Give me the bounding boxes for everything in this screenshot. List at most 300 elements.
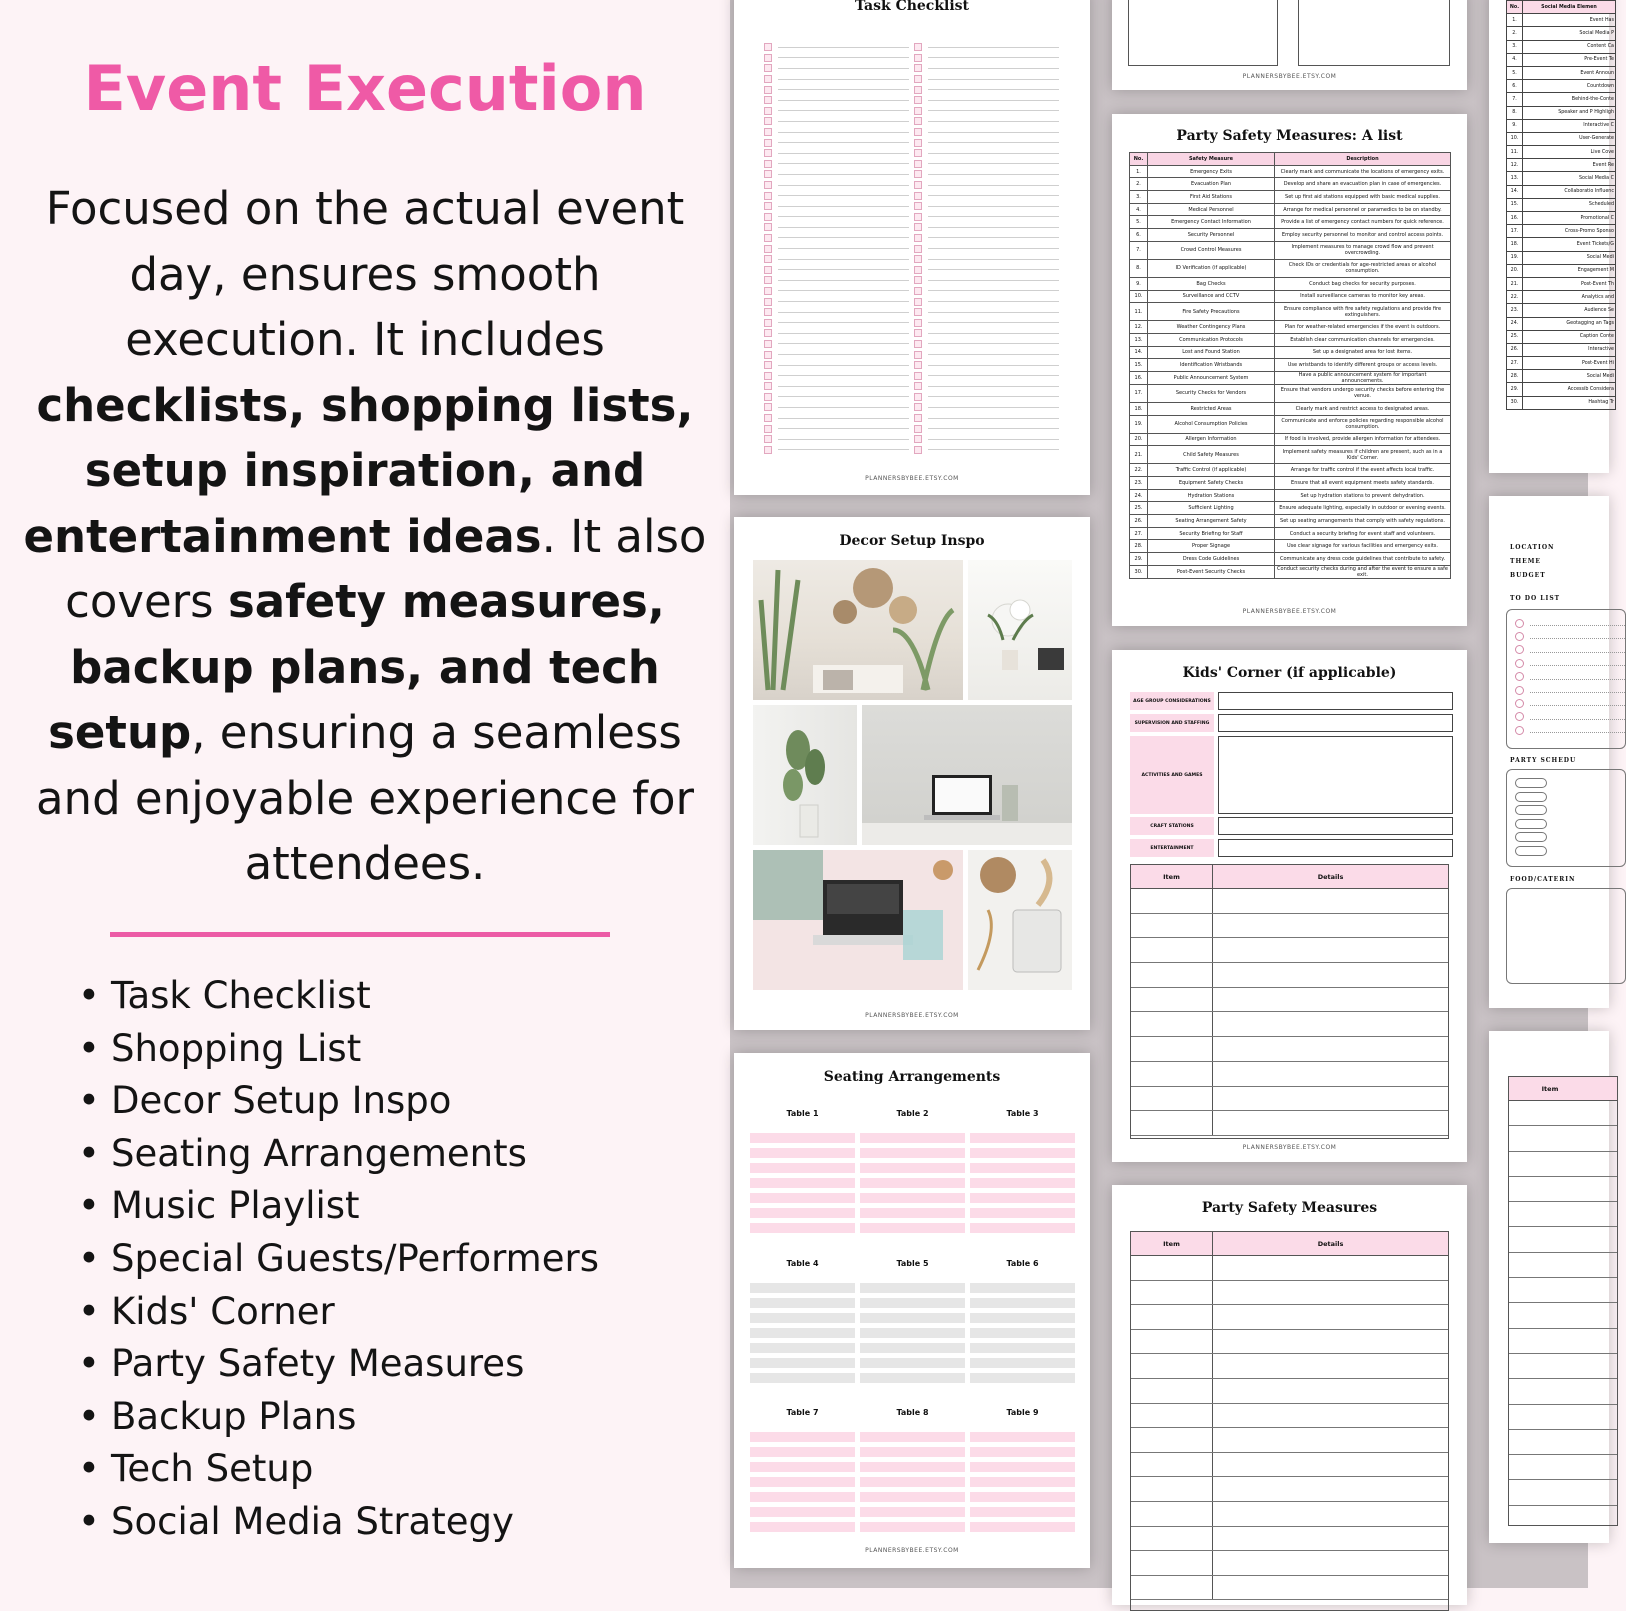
checkbox[interactable] [914,213,922,221]
todo-line[interactable] [1530,714,1625,720]
checklist-line[interactable] [778,418,909,419]
checkbox[interactable] [764,234,772,242]
todo-line[interactable] [1530,687,1625,693]
checklist-line[interactable] [928,386,1059,387]
seat-line[interactable] [970,1298,1075,1308]
checklist-line[interactable] [928,142,1059,143]
seat-line[interactable] [860,1432,965,1442]
checklist-line[interactable] [928,121,1059,122]
seat-line[interactable] [860,1223,965,1233]
checkbox[interactable] [914,117,922,125]
checklist-line[interactable] [928,449,1059,450]
cell-item[interactable] [1131,1281,1213,1305]
todo-circle-icon[interactable] [1515,645,1524,654]
checklist-line[interactable] [928,185,1059,186]
seat-line[interactable] [970,1477,1075,1487]
checkbox[interactable] [764,329,772,337]
checklist-line[interactable] [928,280,1059,281]
checklist-line[interactable] [778,333,909,334]
checklist-line[interactable] [778,280,909,281]
seat-line[interactable] [750,1193,855,1203]
checklist-line[interactable] [778,322,909,323]
checkbox[interactable] [914,414,922,422]
cell-details[interactable] [1213,1281,1448,1305]
checklist-line[interactable] [928,216,1059,217]
checklist-line[interactable] [928,428,1059,429]
checkbox[interactable] [764,382,772,390]
checkbox[interactable] [764,361,772,369]
cell-details[interactable] [1213,1037,1448,1061]
seat-line[interactable] [970,1133,1075,1143]
checklist-line[interactable] [928,206,1059,207]
cell-details[interactable] [1213,1379,1448,1403]
todo-circle-icon[interactable] [1515,726,1524,735]
checklist-line[interactable] [778,237,909,238]
todo-circle-icon[interactable] [1515,632,1524,641]
checkbox[interactable] [764,54,772,62]
seat-line[interactable] [860,1148,965,1158]
seat-line[interactable] [970,1223,1075,1233]
checklist-line[interactable] [928,47,1059,48]
checkbox[interactable] [764,403,772,411]
checkbox[interactable] [764,160,772,168]
cell-details[interactable] [1213,1087,1448,1111]
checkbox[interactable] [914,43,922,51]
checkbox[interactable] [764,308,772,316]
seat-line[interactable] [860,1283,965,1293]
checklist-line[interactable] [778,365,909,366]
checkbox[interactable] [914,202,922,210]
checkbox[interactable] [764,96,772,104]
schedule-slot[interactable] [1515,778,1547,788]
checklist-line[interactable] [778,343,909,344]
seat-line[interactable] [970,1447,1075,1457]
checklist-line[interactable] [778,206,909,207]
cell-item[interactable] [1509,1126,1591,1150]
cell-details[interactable] [1213,1453,1448,1477]
seat-line[interactable] [860,1208,965,1218]
checkbox[interactable] [764,425,772,433]
checklist-line[interactable] [928,195,1059,196]
checkbox[interactable] [914,351,922,359]
checklist-line[interactable] [778,79,909,80]
checkbox[interactable] [914,435,922,443]
cell-item[interactable] [1131,963,1213,987]
cell-item[interactable] [1509,1430,1591,1454]
checkbox[interactable] [764,372,772,380]
cell-details[interactable] [1213,914,1448,938]
checkbox[interactable] [914,255,922,263]
cell-item[interactable] [1131,1037,1213,1061]
checklist-line[interactable] [778,290,909,291]
cell-item[interactable] [1509,1101,1591,1125]
cell-item[interactable] [1509,1152,1591,1176]
seat-line[interactable] [750,1358,855,1368]
cell-item[interactable] [1131,1330,1213,1354]
checklist-line[interactable] [778,354,909,355]
checklist-line[interactable] [778,227,909,228]
checklist-line[interactable] [778,216,909,217]
seat-line[interactable] [970,1163,1075,1173]
seat-line[interactable] [970,1507,1075,1517]
seat-line[interactable] [970,1462,1075,1472]
seat-line[interactable] [970,1343,1075,1353]
cell-item[interactable] [1509,1329,1591,1353]
checklist-line[interactable] [778,68,909,69]
todo-circle-icon[interactable] [1515,686,1524,695]
seat-line[interactable] [970,1432,1075,1442]
checkbox[interactable] [914,139,922,147]
checklist-line[interactable] [928,248,1059,249]
checklist-line[interactable] [928,227,1059,228]
checkbox[interactable] [914,319,922,327]
cell-item[interactable] [1509,1253,1591,1277]
checkbox[interactable] [764,128,772,136]
checkbox[interactable] [764,319,772,327]
checkbox[interactable] [764,351,772,359]
seat-line[interactable] [860,1163,965,1173]
seat-line[interactable] [750,1373,855,1383]
cell-details[interactable] [1213,889,1448,913]
cell-item[interactable] [1131,1502,1213,1526]
cell-details[interactable] [1213,1404,1448,1428]
checklist-line[interactable] [778,375,909,376]
checkbox[interactable] [914,276,922,284]
seat-line[interactable] [860,1343,965,1353]
checklist-line[interactable] [778,248,909,249]
checklist-line[interactable] [928,57,1059,58]
checklist-line[interactable] [778,439,909,440]
seat-line[interactable] [970,1328,1075,1338]
seat-line[interactable] [750,1313,855,1323]
checkbox[interactable] [914,223,922,231]
checklist-line[interactable] [778,449,909,450]
checkbox[interactable] [764,298,772,306]
seat-line[interactable] [970,1283,1075,1293]
checklist-line[interactable] [928,301,1059,302]
checkbox[interactable] [914,382,922,390]
todo-circle-icon[interactable] [1515,699,1524,708]
checkbox[interactable] [764,287,772,295]
checkbox[interactable] [764,149,772,157]
seat-line[interactable] [860,1507,965,1517]
cell-item[interactable] [1131,938,1213,962]
checkbox[interactable] [764,117,772,125]
checklist-line[interactable] [778,121,909,122]
seat-line[interactable] [750,1447,855,1457]
cell-item[interactable] [1509,1303,1591,1327]
checkbox[interactable] [764,414,772,422]
checkbox[interactable] [764,223,772,231]
checkbox[interactable] [764,139,772,147]
checkbox[interactable] [914,96,922,104]
checklist-line[interactable] [928,354,1059,355]
todo-line[interactable] [1530,647,1625,653]
checkbox[interactable] [764,255,772,263]
checklist-line[interactable] [778,195,909,196]
checklist-line[interactable] [928,237,1059,238]
cell-item[interactable] [1509,1455,1591,1479]
cell-details[interactable] [1213,938,1448,962]
todo-line[interactable] [1530,674,1625,680]
seat-line[interactable] [970,1373,1075,1383]
checklist-line[interactable] [778,89,909,90]
checkbox[interactable] [764,64,772,72]
checklist-line[interactable] [778,47,909,48]
checkbox[interactable] [764,181,772,189]
seat-line[interactable] [750,1208,855,1218]
todo-line[interactable] [1530,700,1625,706]
checkbox[interactable] [764,202,772,210]
checkbox[interactable] [764,192,772,200]
checklist-line[interactable] [778,174,909,175]
checkbox[interactable] [914,75,922,83]
checklist-line[interactable] [778,301,909,302]
checklist-line[interactable] [778,110,909,111]
checkbox[interactable] [764,43,772,51]
seat-line[interactable] [860,1447,965,1457]
checkbox[interactable] [914,107,922,115]
checkbox[interactable] [914,170,922,178]
seat-line[interactable] [970,1208,1075,1218]
seat-line[interactable] [970,1193,1075,1203]
checkbox[interactable] [764,213,772,221]
checklist-line[interactable] [778,259,909,260]
schedule-slot[interactable] [1515,792,1547,802]
checklist-line[interactable] [928,322,1059,323]
checklist-line[interactable] [778,396,909,397]
cell-details[interactable] [1213,1477,1448,1501]
seat-line[interactable] [860,1477,965,1487]
cell-item[interactable] [1509,1480,1591,1504]
cell-details[interactable] [1213,1305,1448,1329]
checkbox[interactable] [764,435,772,443]
seat-line[interactable] [970,1522,1075,1532]
seat-line[interactable] [970,1178,1075,1188]
cell-item[interactable] [1131,1305,1213,1329]
checklist-line[interactable] [928,163,1059,164]
seat-line[interactable] [970,1492,1075,1502]
checklist-line[interactable] [778,100,909,101]
schedule-slot[interactable] [1515,805,1547,815]
seat-line[interactable] [750,1178,855,1188]
seat-line[interactable] [750,1522,855,1532]
checkbox[interactable] [764,276,772,284]
todo-circle-icon[interactable] [1515,659,1524,668]
cell-item[interactable] [1131,1453,1213,1477]
cell-item[interactable] [1131,914,1213,938]
checkbox[interactable] [914,192,922,200]
cell-item[interactable] [1131,1551,1213,1575]
seat-line[interactable] [970,1148,1075,1158]
checkbox[interactable] [914,329,922,337]
seat-line[interactable] [860,1358,965,1368]
checklist-line[interactable] [928,153,1059,154]
cell-item[interactable] [1131,1428,1213,1452]
cell-details[interactable] [1213,1502,1448,1526]
cell-item[interactable] [1131,1527,1213,1551]
cell-item[interactable] [1131,1379,1213,1403]
cell-details[interactable] [1213,1527,1448,1551]
seat-line[interactable] [860,1522,965,1532]
checkbox[interactable] [764,86,772,94]
checkbox[interactable] [914,308,922,316]
checklist-line[interactable] [928,333,1059,334]
section-input[interactable] [1218,839,1453,857]
cell-item[interactable] [1131,1062,1213,1086]
checklist-line[interactable] [778,428,909,429]
checkbox[interactable] [764,266,772,274]
seat-line[interactable] [750,1298,855,1308]
checklist-line[interactable] [928,407,1059,408]
checklist-line[interactable] [928,418,1059,419]
todo-line[interactable] [1530,727,1625,733]
checklist-line[interactable] [778,269,909,270]
todo-line[interactable] [1530,633,1625,639]
seat-line[interactable] [750,1328,855,1338]
checklist-line[interactable] [928,89,1059,90]
checkbox[interactable] [914,361,922,369]
checklist-line[interactable] [778,386,909,387]
seat-line[interactable] [750,1223,855,1233]
cell-item[interactable] [1509,1202,1591,1226]
checkbox[interactable] [914,181,922,189]
seat-line[interactable] [860,1313,965,1323]
cell-item[interactable] [1131,1111,1213,1135]
checklist-line[interactable] [928,365,1059,366]
checklist-line[interactable] [928,375,1059,376]
cell-item[interactable] [1509,1177,1591,1201]
checklist-line[interactable] [928,312,1059,313]
checkbox[interactable] [914,160,922,168]
checklist-line[interactable] [928,110,1059,111]
checkbox[interactable] [764,170,772,178]
todo-line[interactable] [1530,620,1625,626]
todo-circle-icon[interactable] [1515,619,1524,628]
checklist-line[interactable] [928,100,1059,101]
checklist-line[interactable] [778,163,909,164]
cell-details[interactable] [1213,1576,1448,1600]
cell-details[interactable] [1213,1428,1448,1452]
checklist-line[interactable] [778,407,909,408]
checkbox[interactable] [764,75,772,83]
food-box[interactable] [1506,888,1626,984]
checklist-line[interactable] [778,312,909,313]
cell-item[interactable] [1509,1278,1591,1302]
seat-line[interactable] [750,1148,855,1158]
checkbox[interactable] [764,245,772,253]
checklist-line[interactable] [928,439,1059,440]
checkbox[interactable] [914,86,922,94]
cell-item[interactable] [1131,1354,1213,1378]
section-input[interactable] [1218,817,1453,835]
cell-item[interactable] [1131,1477,1213,1501]
cell-details[interactable] [1213,1256,1448,1280]
checkbox[interactable] [914,425,922,433]
cell-details[interactable] [1213,1062,1448,1086]
seat-line[interactable] [970,1313,1075,1323]
todo-circle-icon[interactable] [1515,672,1524,681]
seat-line[interactable] [750,1462,855,1472]
schedule-slot[interactable] [1515,819,1547,829]
checklist-line[interactable] [928,132,1059,133]
section-input[interactable] [1218,714,1453,732]
checklist-line[interactable] [778,142,909,143]
checkbox[interactable] [914,298,922,306]
cell-details[interactable] [1213,1012,1448,1036]
seat-line[interactable] [860,1462,965,1472]
cell-details[interactable] [1213,1354,1448,1378]
checklist-line[interactable] [928,174,1059,175]
checkbox[interactable] [764,107,772,115]
checklist-line[interactable] [928,259,1059,260]
checkbox[interactable] [914,446,922,454]
cell-item[interactable] [1509,1405,1591,1429]
seat-line[interactable] [750,1477,855,1487]
seat-line[interactable] [860,1193,965,1203]
cell-details[interactable] [1213,988,1448,1012]
seat-line[interactable] [750,1283,855,1293]
checklist-line[interactable] [928,79,1059,80]
checklist-line[interactable] [928,396,1059,397]
checkbox[interactable] [914,234,922,242]
seat-line[interactable] [860,1492,965,1502]
seat-line[interactable] [860,1328,965,1338]
checkbox[interactable] [764,340,772,348]
section-input[interactable] [1218,692,1453,710]
cell-details[interactable] [1213,963,1448,987]
seat-line[interactable] [750,1343,855,1353]
seat-line[interactable] [970,1358,1075,1368]
checkbox[interactable] [914,266,922,274]
checklist-line[interactable] [778,57,909,58]
checklist-line[interactable] [928,343,1059,344]
checkbox[interactable] [914,340,922,348]
cell-item[interactable] [1131,1404,1213,1428]
cell-item[interactable] [1131,889,1213,913]
checkbox[interactable] [914,64,922,72]
schedule-slot[interactable] [1515,846,1547,856]
seat-line[interactable] [750,1432,855,1442]
checkbox[interactable] [764,393,772,401]
cell-item[interactable] [1509,1354,1591,1378]
cell-item[interactable] [1131,1087,1213,1111]
seat-line[interactable] [750,1507,855,1517]
checkbox[interactable] [914,54,922,62]
checkbox[interactable] [914,128,922,136]
checkbox[interactable] [764,446,772,454]
checklist-line[interactable] [778,132,909,133]
seat-line[interactable] [750,1163,855,1173]
todo-line[interactable] [1530,660,1625,666]
checkbox[interactable] [914,287,922,295]
todo-circle-icon[interactable] [1515,712,1524,721]
checkbox[interactable] [914,245,922,253]
cell-item[interactable] [1131,1256,1213,1280]
seat-line[interactable] [750,1133,855,1143]
seat-line[interactable] [860,1178,965,1188]
cell-item[interactable] [1131,1576,1213,1600]
cell-item[interactable] [1131,1012,1213,1036]
seat-line[interactable] [860,1298,965,1308]
seat-line[interactable] [860,1373,965,1383]
cell-details[interactable] [1213,1330,1448,1354]
checklist-line[interactable] [778,185,909,186]
checklist-line[interactable] [928,68,1059,69]
checkbox[interactable] [914,403,922,411]
cell-item[interactable] [1509,1379,1591,1403]
checklist-line[interactable] [928,269,1059,270]
